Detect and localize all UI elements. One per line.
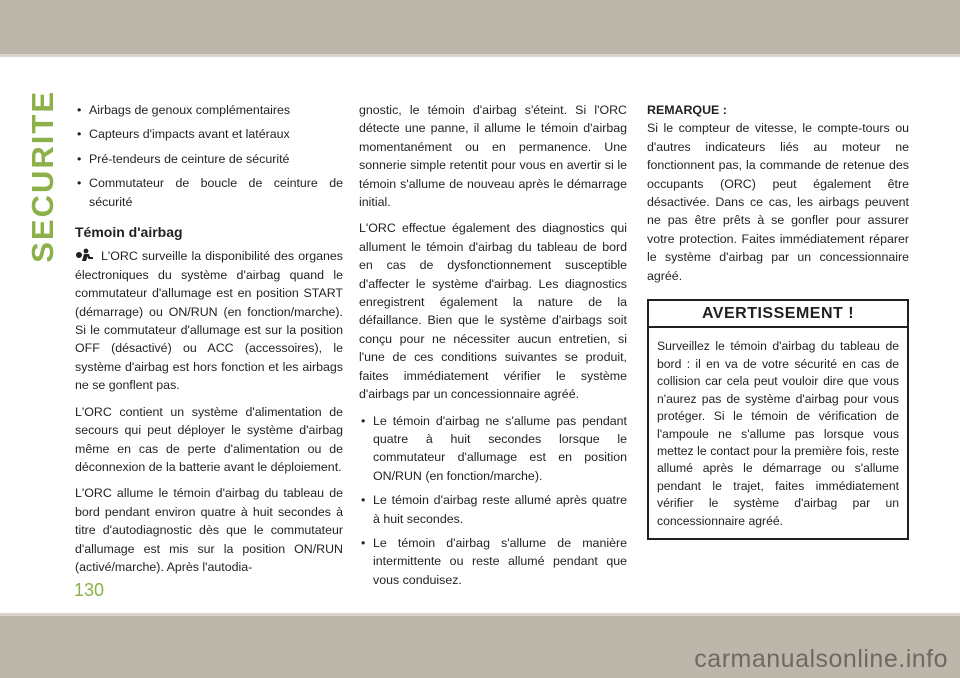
page-number: 130 xyxy=(74,580,105,600)
bullet-glyph: • xyxy=(77,103,82,117)
list-item: • Pré-tendeurs de ceinture de sécurité xyxy=(75,150,343,168)
warning-title: AVERTISSEMENT ! xyxy=(649,301,907,328)
warning-box xyxy=(647,299,909,540)
header-band xyxy=(0,0,960,54)
paragraph: L'ORC contient un système d'alimentation de secours qui peut déployer le système d'airbag même en cas de perte d'alimentation ou de déconnexion de la batterie avant le déploiement. xyxy=(75,404,343,474)
airbag-light-heading: Témoin d'airbag xyxy=(75,224,183,241)
list-item: • Commutateur de boucle de ceinture de sécurité xyxy=(77,176,343,209)
column-3 xyxy=(647,101,909,540)
component-list xyxy=(75,101,343,211)
bullet-glyph: • xyxy=(361,493,366,508)
warning-text: Surveillez le témoin d'airbag du tableau de bord : il en va de votre sécurité en cas de collision car cela peut vouloir dire que vous n'aurez pas de système d'airbag pour vous protéger. Si le témoin de vérification de l'ampoule ne s'allume pas lorsque vous mettez le contact pour la première fois, reste allumé après le démarrage ou s'allume pendant le trajet, faites immédiatement vérifier le système d'airbag par un concessionnaire agréé. xyxy=(657,339,899,528)
list-item: • Le témoin d'airbag s'allume de manière intermittente ou reste allumé pendant que vous conduisez. xyxy=(361,535,627,587)
bullet-glyph: • xyxy=(77,127,82,142)
bullet-glyph: • xyxy=(77,151,82,166)
list-item: • Le témoin d'airbag reste allumé après quatre à huit secondes. xyxy=(361,493,627,526)
airbag-warning-icon xyxy=(75,248,97,262)
list-item: • Capteurs d'impacts avant et latéraux xyxy=(75,125,343,143)
note-text: Si le compteur de vitesse, le compte-tours ou d'autres indicateurs liés au moteur ne fonctionnent pas, la commande de retenue des occupants (ORC) peut également être désactivée. Dans ce cas, les airbags peuvent ne pas être prêts à se gonfler pour assurer votre protection. Faites immédiatement réparer le système d'airbag par un concessionnaire agréé. xyxy=(647,121,909,283)
note-title: REMARQUE : xyxy=(647,103,727,117)
paragraph: gnostic, le témoin d'airbag s'éteint. Si l'ORC détecte une panne, il allume le témoin d'airbag momentanément ou en permanence. Une sonnerie simple retentit pour vous en avertir si le témoin s'allume de nouveau après le démarrage initial. xyxy=(359,103,627,210)
condition-list xyxy=(359,412,627,590)
paragraph: L'ORC allume le témoin d'airbag du tableau de bord pendant environ quatre à huit secondes à titre d'autodiagnostic dès que le commutateur d'allumage est mis sur la position ON/RUN (activé/marche). Après l'autodia- xyxy=(75,486,343,574)
bullet-glyph: • xyxy=(361,535,366,550)
paragraph: L'ORC effectue également des diagnostics qui allument le témoin d'airbag du tableau de bord en cas de dysfonctionnement susceptible d'affecter le système d'airbag. Les diagnostics enregistrent également la nature de la défaillance. Bien que le système d'airbags soit conçu pour ne nécessiter aucun entretien, si l'une de ces conditions suivantes se produit, faites immédiatement vérifier le système d'airbags par un concessionnaire agréé. xyxy=(359,221,627,402)
list-item: • Le témoin d'airbag ne s'allume pas pendant quatre à huit secondes lorsque le commutateur d'allumage est en position ON/RUN (en fonction/marche). xyxy=(361,413,627,483)
header-rule xyxy=(0,54,960,57)
column-2 xyxy=(359,101,627,597)
section-label: SECURITE xyxy=(25,90,60,263)
column-1 xyxy=(75,101,343,584)
watermark: carmanualsonline.info xyxy=(694,645,948,673)
list-item: • Airbags de genoux complémentaires xyxy=(75,101,343,119)
bullet-glyph: • xyxy=(361,413,366,428)
paragraph: L'ORC surveille la disponibilité des organes électroniques du système d'airbag quand le commutateur d'allumage est en position START (démarrage) ou ON/RUN (en fonction/marche). Si le commutateur d'allumage est sur la position OFF (désactivé) ou ACC (accessoires), le système d'airbag est hors fonction et les airbags ne se gonflent pas. xyxy=(75,249,343,393)
bullet-glyph: • xyxy=(77,176,82,191)
